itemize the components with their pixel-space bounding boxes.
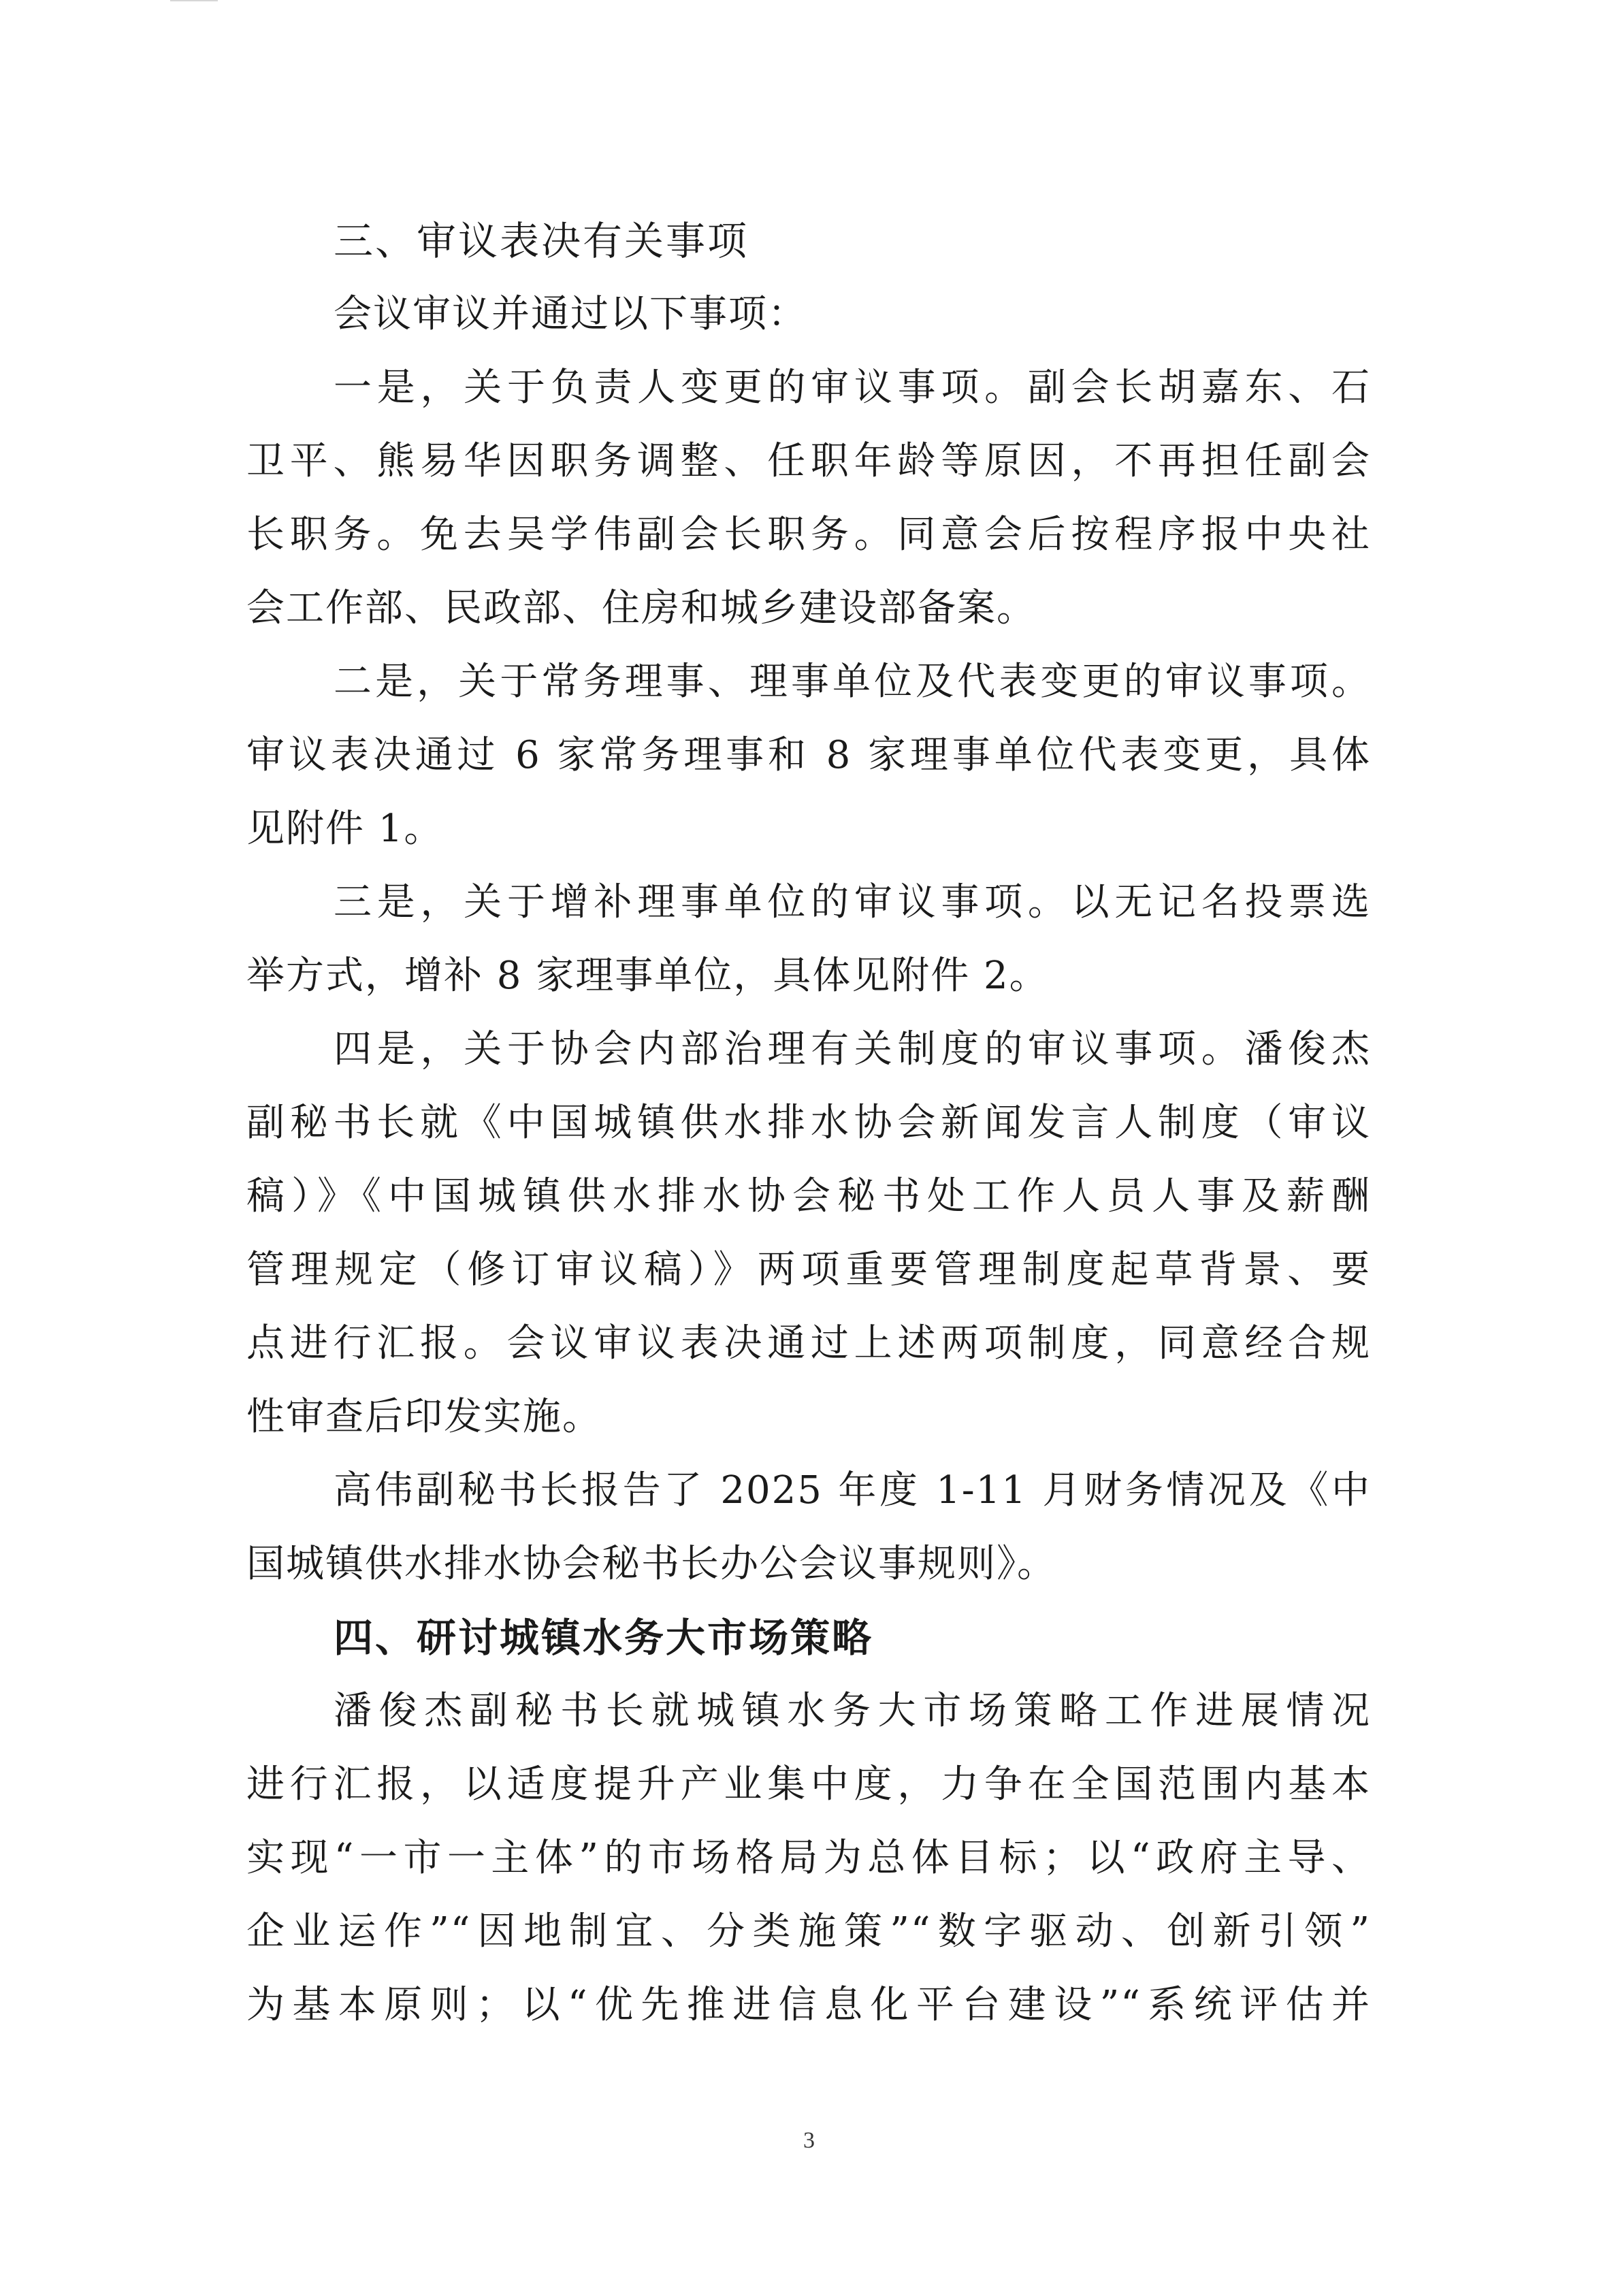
paragraph-line: 举方式，增补 8 家理事单位，具体见附件 2。	[246, 954, 1049, 998]
paragraph-line: 审议表决通过 6 家常务理事和 8 家理事单位代表变更，具体	[246, 733, 1371, 777]
paragraph-line: 稿）》《中国城镇供水排水协会秘书处工作人员人事及薪酬	[246, 1174, 1371, 1218]
paragraph-line: 为基本原则；以“优先推进信息化平台建设”“系统评估并	[246, 1983, 1371, 2027]
paragraph-line: 性审查后印发实施。	[246, 1395, 602, 1439]
paragraph-line: 高伟副秘书长报告了 2025 年度 1-11 月财务情况及《中	[334, 1468, 1371, 1513]
paragraph-line: 企业运作”“因地制宜、分类施策”“数字驱动、创新引领”	[246, 1909, 1371, 1954]
paragraph-line: 会工作部、民政部、住房和城乡建设部备案。	[246, 586, 1036, 630]
section-heading-4: 四、研讨城镇水务大市场策略	[334, 1615, 874, 1661]
paragraph-line: 管理规定（修订审议稿）》两项重要管理制度起草背景、要	[246, 1248, 1371, 1292]
document-body	[246, 204, 1371, 2042]
paragraph-line: 三是，关于增补理事单位的审议事项。以无记名投票选	[334, 880, 1371, 924]
paragraph-line: 长职务。免去吴学伟副会长职务。同意会后按程序报中央社	[246, 513, 1371, 557]
paragraph-line: 四是，关于协会内部治理有关制度的审议事项。潘俊杰	[334, 1027, 1371, 1071]
page-number: 3	[803, 2128, 815, 2153]
paragraph-line: 副秘书长就《中国城镇供水排水协会新闻发言人制度（审议	[246, 1101, 1371, 1145]
paragraph-line: 一是，关于负责人变更的审议事项。副会长胡嘉东、石	[334, 366, 1371, 410]
paragraph-line: 见附件 1。	[246, 807, 444, 851]
paragraph-line: 会议审议并通过以下事项：	[334, 292, 807, 336]
scan-artifact	[170, 0, 218, 1]
paragraph-line: 二是，关于常务理事、理事单位及代表变更的审议事项。	[334, 660, 1371, 704]
paragraph-line: 实现“一市一主体”的市场格局为总体目标；以“政府主导、	[246, 1836, 1371, 1880]
paragraph-line: 潘俊杰副秘书长就城镇水务大市场策略工作进展情况	[334, 1689, 1371, 1733]
paragraph-line: 国城镇供水排水协会秘书长办公会议事规则》。	[246, 1542, 1056, 1586]
paragraph-line: 点进行汇报。会议审议表决通过上述两项制度，同意经合规	[246, 1321, 1371, 1365]
section-heading-3: 三、审议表决有关事项	[334, 218, 749, 264]
paragraph-line: 卫平、熊易华因职务调整、任职年龄等原因，不再担任副会	[246, 439, 1371, 483]
paragraph-line: 进行汇报，以适度提升产业集中度，力争在全国范围内基本	[246, 1762, 1371, 1807]
